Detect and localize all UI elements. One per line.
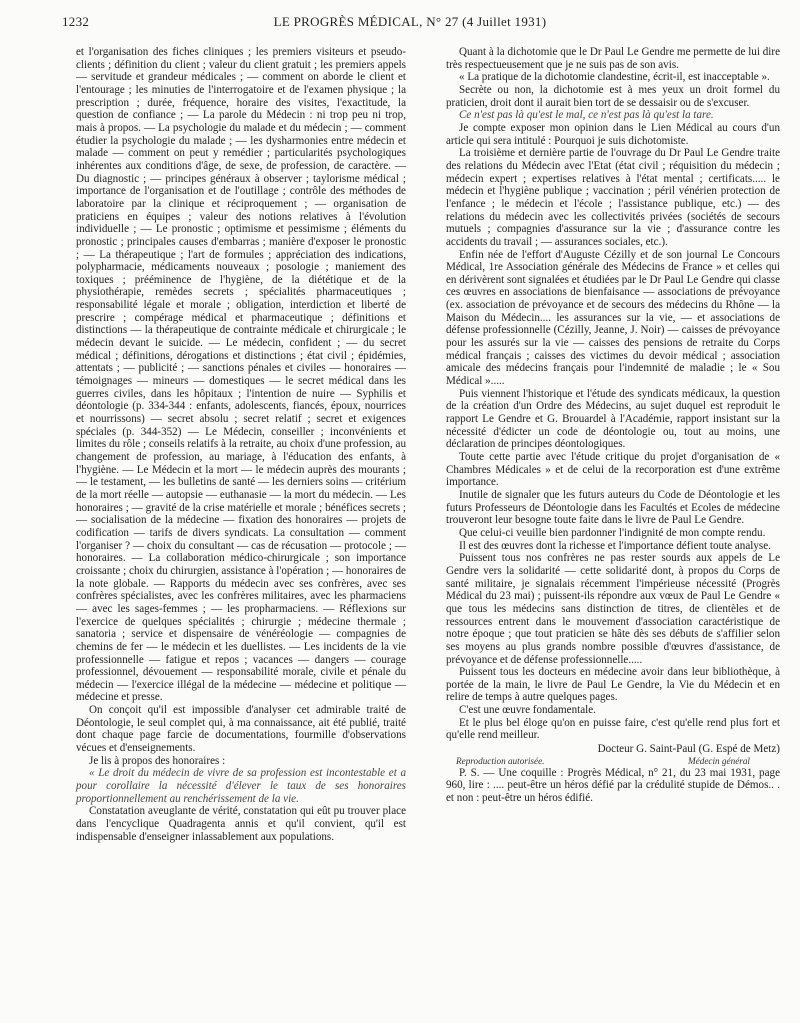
right-column: [446, 46, 780, 805]
postscript: P. S. — Une coquille : Progrès Médical, n° 21, du 23 mai 1931, page 960, lire : .... peut-être un héros défié par la crédulité stupide de Démos.. . et non : peut-être un héros édifié.: [446, 766, 780, 805]
paragraph: Puissent tous les docteurs en médecine avoir dans leur bibliothèque, à portée de la main, le livre de Paul Le Gendre, la Vie du Médecin et en relire de temps à autre quelques pages.: [446, 666, 780, 704]
paragraph: Puissent tous nos confrères ne pas rester sourds aux appels de Le Gendre vers la solidarité — cette solidarité dont, à propos du Corps de santé militaire, je signalais récemment l'impérieuse nécessité (Progrès Médical du 23 mai) ; puissent-ils répondre aux vœux de Paul Le Gendre « que tous les médecins sans distinction de titres, de clientèles et de ressources entrent dans le mouvement d'association caractéristique de notre époque ; que tout praticien se hâte dès ses débuts de s'affilier selon ses moyens au plus grands nombre possible d'œuvres d'assistance, de prévoyance et de défense professionnelle.....: [446, 552, 780, 666]
paragraph: La troisième et dernière partie de l'ouvrage du Dr Paul Le Gendre traite des relations du Médecin avec l'Etat (état civil ; réquisition du médecin ; médecin expert ; expertises relatives à l'état mental ; certificats..... le médecin et l'hygiène publique ; vaccination ; péril vénérien protection de l'enfance ; le médecin et l'école ; l'assistance publique, etc.) — des relations du médecin avec les collectivités privées (sociétés de secours mutuels ; compagnies d'assurance sur la vie ; d'assurance contre les accidents du travail ; — assurances sociales, etc.).: [446, 147, 780, 248]
paragraph: Il est des œuvres dont la richesse et l'importance défient toute analyse.: [459, 539, 771, 552]
paragraph: On conçoit qu'il est impossible d'analyser cet admirable traité de Déontologie, le seul complet qui, à ma connaissance, ait été publié, traité dont chaque page farcie de documentations, fourmille d'observations vécues et d'enseignements.: [76, 704, 406, 755]
paragraph: et l'organisation des fiches cliniques ; les premiers visiteurs et pseudo-clients ; définition du client ; valeur du client gratuit ; les premiers appels — servitude et grandeur médicales ; — comment on aborde le client et l'entourage ; les minuties de l'interrogatoire et de l'examen physique ; la prescription ; durée, fréquence, horaire des visites, l'exactitude, la question de confiance ; — La parole du Médecin : ni trop peu ni trop, mais à propos. — La psychologie du malade et du médecin ; — comment étudier la psychologie du malade ; — les dysharmonies entre médecin et malade — comment on peut y remédier ; particularités psychologiques inhérentes aux conditions d'âge, de sexe, de profession, de caractère. — Du diagnostic ; — principes généraux à observer ; taylorisme médical ; importance de l'organisation et de l'outillage ; contrôle des méthodes de laboratoire par la clinique et réciproquement ; — organisation de praticiens en équipes ; valeur des notions relatives à l'évolution individuelle ; — Le pronostic ; optimisme et pessimisme ; éléments du pronostic ; principales causes d'embarras ; manière d'exposer le pronostic ; — La thérapeutique ; l'art de formules ; appréciation des indications, polypharmacie, médicaments nouveaux ; posologie ; maniement des toxiques ; prééminence de l'hygiène, de la diététique et de la physiothérapie, remèdes secrets ; spécialités pharmaceutiques ; responsabilité légale et morale ; obligation, interdiction et liberté de prescrire ; compérage médical et pharmaceutique ; définitions et distinctions — la thérapeutique de contrainte médicale et chirurgicale ; le médecin devant le suicide. — Le médecin, confident ; — du secret médical ; définitions, dérogations et distinctions ; état civil ; épidémies, attentats ; — publicité ; — sanctions pénales et civiles — honoraires — témoignages — mineurs — domestiques — le secret médical dans les guerres civiles, dans les hôpitaux ; l'intention de nuire — Syphilis et déontologie (p. 334-344 : enfants, adolescents, fiancés, époux, nourrices et nourrissons) — secret absolu ; secret relatif ; secret et exigences spéciales (p. 344-352) — Le Médecin, conseiller ; inconvénients et limites du rôle ; conseils relatifs à la retraite, au choix d'une profession, au changement de profession, au mariage, à l'éducation des enfants, à l'hygiène. — Le Médecin et la mort — le médecin auprès des mourants ; — le testament, — les bulletins de santé — les derniers soins — critérium de la mort réelle — autopsie — euthanasie — la mort du médecin. — Les honoraires ; — gravité de la crise matérielle et morale ; bénéfices secrets ; — socialisation de la médecine — fixation des honoraires — projets de codification — tarifs de divers syndicats. La consultation — comment l'organiser ? — choix du consultant — cas de récusation — protocole ; — honoraires. — La collaboration médico-chirurgicale ; son importance croissante ; choix du chirurgien, assistance à l'opération ; — honoraires de la note globale. — Rapports du médecin avec ses confrères, avec ses confrères spécialistes, avec les confrères militaires, avec les pharmaciens — avec les sages-femmes ; — les propharmaciens. — Réflexions sur l'exercice de quelques spécialités ; chirurgie ; médecine thermale ; sanatoria ; service et dispensaire de vénéréologie — compagnies de chemins de fer — le médecin et les duellistes. — Les incidents de la vie professionnelle — fatigue et repos ; vacances — dangers — courage professionnel, dévouement — responsabilité morale, civile et pénale du médecin — l'exercice illégal de la médecine — médecine et politique — médecine et presse.: [76, 46, 406, 704]
paragraph: Quant à la dichotomie que le Dr Paul Le Gendre me permette de lui dire très respectueusement que je ne suis pas de son avis.: [446, 46, 780, 71]
paragraph: C'est une œuvre fondamentale.: [459, 704, 596, 717]
journal-title: LE PROGRÈS MÉDICAL, N° 27 (4 Juillet 1931): [273, 14, 547, 29]
paragraph: Je lis à propos des honoraires :: [89, 754, 226, 767]
paragraph: Ce n'est pas là qu'est le mal, ce n'est pas là qu'est la tare.: [459, 109, 714, 122]
signature-notes: [446, 756, 780, 767]
author-rank: Médecin général: [688, 755, 750, 766]
paragraph: Et le plus bel éloge qu'on en puisse faire, c'est qu'elle rend plus fort et qu'elle rend meilleur.: [446, 716, 780, 742]
paragraph: « La pratique de la dichotomie clandestine, écrit-il, est inacceptable ».: [459, 71, 770, 84]
reproduction-note: Reproduction autorisée.: [456, 755, 545, 766]
author-signature: Docteur G. Saint-Paul (G. Espé de Metz): [597, 743, 780, 756]
paragraph: Secrète ou non, la dichotomie est à mes yeux un droit formel du praticien, droit dont il aurait bien tort de se dessaisir ou de s'excuser.: [446, 83, 780, 109]
quotation: « Le droit du médecin de vivre de sa profession est incontestable et a pour corollaire la nécessité d'élever le taux de ses honoraires proportionnellement au renchérissement de la vie.: [76, 767, 406, 805]
paragraph: Constatation aveuglante de vérité, constatation qui eût pu trouver place dans l'encyclique Quadragenta annis et qu'il convient, qu'il est indispensable d'enseigner inlassablement aux populations.: [76, 805, 406, 843]
left-column: [76, 46, 406, 843]
paragraph: Enfin née de l'effort d'Auguste Cézilly et de son journal Le Concours Médical, 1re Association générale des Médecins de France » et celles qui en dérivèrent sont signalées et étudiées par le Dr Paul Le Gendre qui classe ces œuvres en associations de bienfaisance — associations de prévoyance (ex. association de prévoyance et de secours des médecins du Rhône — la Maison du Médecin.... les assurances sur la vie, — et associations de défense professionnelle (Cézilly, Jeanne, J. Noir) — caisses de prévoyance pour les assurés sur la vie — caisses des pensions de retraite du Corps médical français ; caisses des victimes du devoir médical ; association amicale des médecins français pour l'indemnité de maladie ; le « Sou Médical ».....: [446, 248, 780, 388]
paragraph: Inutile de signaler que les futurs auteurs du Code de Déontologie et les futurs Professeurs de Déontologie dans les Facultés et Ecoles de médecine trouveront leur besogne toute faite dans le livre de Paul Le Gendre.: [446, 488, 780, 527]
page-number: 1232: [62, 14, 90, 29]
paragraph: Puis viennent l'historique et l'étude des syndicats médicaux, la question de la création d'un Ordre des Médecins, au sujet duquel est reproduit le rapport Le Gendre et G. Brouardel à l'Académie, rapport insistant sur la nécessité d'édicter un code de déontologie ou, tout au moins, une déclaration de principes déontologiques.: [446, 387, 780, 451]
page-header: [62, 14, 758, 32]
paragraph: Que celui-ci veuille bien pardonner l'indignité de mon compte rendu.: [459, 526, 766, 539]
paragraph: Je compte exposer mon opinion dans le Lien Médical au cours d'un article qui sera intitulé : Pourquoi je suis dichotomiste.: [446, 121, 780, 147]
paragraph: Toute cette partie avec l'étude critique du projet d'organisation de « Chambres Médicales » et de celui de la recorporation est d'une extrême importance.: [446, 451, 780, 489]
